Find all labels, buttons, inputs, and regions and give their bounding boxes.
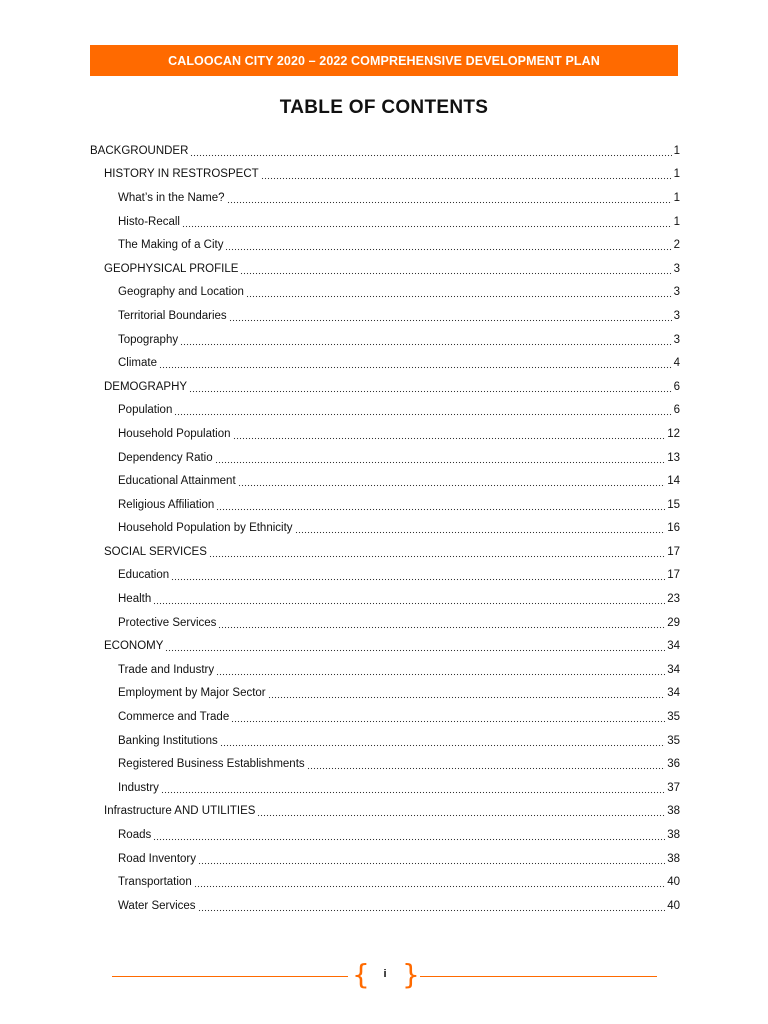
toc-entry[interactable] <box>90 375 680 399</box>
toc-entry-page: 3 <box>673 309 680 322</box>
toc-dot-leader <box>209 547 665 561</box>
toc-entry-label: DEMOGRAPHY <box>104 380 188 393</box>
toc-entry-label: Histo-Recall <box>118 215 180 228</box>
toc-entry[interactable] <box>90 705 680 729</box>
toc-entry-label: Educational Attainment <box>118 475 236 488</box>
toc-entry[interactable] <box>90 186 680 210</box>
toc-entry-label: Religious Affiliation <box>118 498 215 511</box>
toc-dot-leader <box>198 854 665 868</box>
table-of-contents <box>90 139 680 918</box>
toc-entry-page: 16 <box>667 522 680 535</box>
toc-dot-leader <box>220 736 665 750</box>
toc-entry-page: 35 <box>667 711 680 724</box>
toc-entry[interactable] <box>90 729 680 753</box>
toc-entry-label: Employment by Major Sector <box>118 687 266 700</box>
toc-dot-leader <box>194 877 665 891</box>
toc-entry[interactable] <box>90 422 680 446</box>
toc-entry-page: 14 <box>667 475 680 488</box>
toc-entry[interactable] <box>90 257 680 281</box>
toc-entry-page: 6 <box>673 404 680 417</box>
toc-entry[interactable] <box>90 210 680 234</box>
toc-entry-label: Protective Services <box>118 616 217 629</box>
toc-dot-leader <box>218 618 665 632</box>
footer-brace-left-icon: { <box>352 958 370 991</box>
toc-entry[interactable] <box>90 587 680 611</box>
toc-entry[interactable] <box>90 469 680 493</box>
toc-entry-page: 40 <box>667 876 680 889</box>
footer-rule-right <box>420 976 657 977</box>
toc-dot-leader <box>153 830 665 844</box>
toc-entry-page: 38 <box>667 805 680 818</box>
toc-entry[interactable] <box>90 399 680 423</box>
header-banner-text: CALOOCAN CITY 2020 – 2022 COMPREHENSIVE DEVELOPMENT PLAN <box>168 53 600 68</box>
toc-entry-page: 13 <box>667 451 680 464</box>
toc-dot-leader <box>227 193 672 207</box>
toc-entry-label: Roads <box>118 829 152 842</box>
toc-entry-label: SOCIAL SERVICES <box>104 545 207 558</box>
toc-entry-label: Education <box>118 569 170 582</box>
toc-entry-label: Territorial Boundaries <box>118 309 227 322</box>
toc-entry-page: 38 <box>667 829 680 842</box>
toc-entry[interactable] <box>90 611 680 635</box>
toc-entry-page: 15 <box>667 498 680 511</box>
toc-entry-page: 29 <box>667 616 680 629</box>
toc-dot-leader <box>153 594 665 608</box>
toc-entry-label: Population <box>118 404 173 417</box>
toc-entry[interactable] <box>90 540 680 564</box>
toc-entry[interactable] <box>90 800 680 824</box>
toc-dot-leader <box>174 405 671 419</box>
toc-entry[interactable] <box>90 351 680 375</box>
toc-entry[interactable] <box>90 446 680 470</box>
toc-entry-page: 2 <box>673 239 680 252</box>
toc-entry[interactable] <box>90 847 680 871</box>
toc-dot-leader <box>159 358 672 372</box>
toc-dot-leader <box>182 217 672 231</box>
toc-entry-page: 17 <box>667 545 680 558</box>
toc-entry-page: 12 <box>667 427 680 440</box>
toc-dot-leader <box>233 429 666 443</box>
toc-entry-page: 34 <box>667 663 680 676</box>
toc-entry-page: 1 <box>673 191 680 204</box>
toc-entry-label: Banking Institutions <box>118 734 218 747</box>
toc-entry[interactable] <box>90 823 680 847</box>
toc-entry[interactable] <box>90 870 680 894</box>
toc-entry-page: 3 <box>673 262 680 275</box>
toc-entry-label: Household Population <box>118 427 231 440</box>
toc-dot-leader <box>161 783 665 797</box>
toc-entry[interactable] <box>90 139 680 163</box>
footer-rule-left <box>112 976 348 977</box>
toc-dot-leader <box>240 264 671 278</box>
toc-entry-label: Trade and Industry <box>118 663 215 676</box>
toc-dot-leader <box>171 570 665 584</box>
toc-entry[interactable] <box>90 233 680 257</box>
toc-entry-label: Climate <box>118 357 157 370</box>
toc-dot-leader <box>229 311 672 325</box>
toc-entry-page: 35 <box>667 734 680 747</box>
toc-dot-leader <box>198 901 666 915</box>
toc-dot-leader <box>216 665 665 679</box>
toc-dot-leader <box>225 240 671 254</box>
toc-entry-label: The Making of a City <box>118 239 224 252</box>
toc-entry[interactable] <box>90 682 680 706</box>
toc-dot-leader <box>165 641 665 655</box>
toc-entry[interactable] <box>90 658 680 682</box>
toc-dot-leader <box>246 287 672 301</box>
toc-dot-leader <box>190 146 671 160</box>
toc-entry-label: Commerce and Trade <box>118 711 230 724</box>
toc-dot-leader <box>189 382 672 396</box>
toc-dot-leader <box>216 500 665 514</box>
toc-entry[interactable] <box>90 894 680 918</box>
toc-entry-page: 1 <box>673 215 680 228</box>
toc-entry[interactable] <box>90 163 680 187</box>
page-footer <box>112 958 657 992</box>
toc-entry-label: Infrastructure AND UTILITIES <box>104 805 256 818</box>
footer-brace-right-icon: } <box>402 958 420 991</box>
toc-dot-leader <box>231 712 665 726</box>
toc-entry-label: Health <box>118 593 152 606</box>
toc-entry[interactable] <box>90 328 680 352</box>
toc-dot-leader <box>215 453 666 467</box>
toc-dot-leader <box>307 759 666 773</box>
toc-entry-page: 17 <box>667 569 680 582</box>
toc-dot-leader <box>295 523 666 537</box>
document-header-banner <box>90 45 678 76</box>
toc-entry-label: HISTORY IN RESTROSPECT <box>104 168 259 181</box>
footer-page-number: i <box>383 968 387 980</box>
toc-entry-page: 37 <box>667 781 680 794</box>
toc-entry-page: 4 <box>673 357 680 370</box>
toc-entry[interactable] <box>90 304 680 328</box>
toc-entry-page: 1 <box>673 168 680 181</box>
toc-entry[interactable] <box>90 564 680 588</box>
toc-entry[interactable] <box>90 517 680 541</box>
toc-entry-page: 3 <box>673 286 680 299</box>
toc-entry-label: Road Inventory <box>118 852 196 865</box>
toc-entry[interactable] <box>90 281 680 305</box>
toc-entry-page: 34 <box>667 640 680 653</box>
toc-dot-leader <box>257 806 665 820</box>
toc-entry-label: BACKGROUNDER <box>90 144 189 157</box>
toc-entry-label: Water Services <box>118 899 196 912</box>
toc-entry-page: 36 <box>667 758 680 771</box>
toc-entry[interactable] <box>90 493 680 517</box>
toc-entry-label: GEOPHYSICAL PROFILE <box>104 262 239 275</box>
toc-entry-label: Industry <box>118 781 159 794</box>
toc-dot-leader <box>238 476 666 490</box>
toc-dot-leader <box>268 688 666 702</box>
toc-entry-page: 40 <box>667 899 680 912</box>
toc-entry-label: Dependency Ratio <box>118 451 213 464</box>
toc-dot-leader <box>180 335 671 349</box>
page-title: TABLE OF CONTENTS <box>279 97 489 118</box>
toc-entry-page: 38 <box>667 852 680 865</box>
toc-entry-page: 3 <box>673 333 680 346</box>
toc-entry[interactable] <box>90 752 680 776</box>
toc-entry-label: Registered Business Establishments <box>118 758 305 771</box>
toc-entry[interactable] <box>90 634 680 658</box>
toc-entry-label: Transportation <box>118 876 192 889</box>
toc-entry-label: Geography and Location <box>118 286 244 299</box>
toc-entry-page: 6 <box>673 380 680 393</box>
toc-entry[interactable] <box>90 776 680 800</box>
toc-entry-page: 23 <box>667 593 680 606</box>
toc-entry-page: 1 <box>673 144 680 157</box>
toc-entry-label: Topography <box>118 333 179 346</box>
toc-entry-label: What’s in the Name? <box>118 191 225 204</box>
toc-dot-leader <box>261 169 672 183</box>
toc-entry-page: 34 <box>667 687 680 700</box>
toc-entry-label: ECONOMY <box>104 640 164 653</box>
toc-entry-label: Household Population by Ethnicity <box>118 522 293 535</box>
